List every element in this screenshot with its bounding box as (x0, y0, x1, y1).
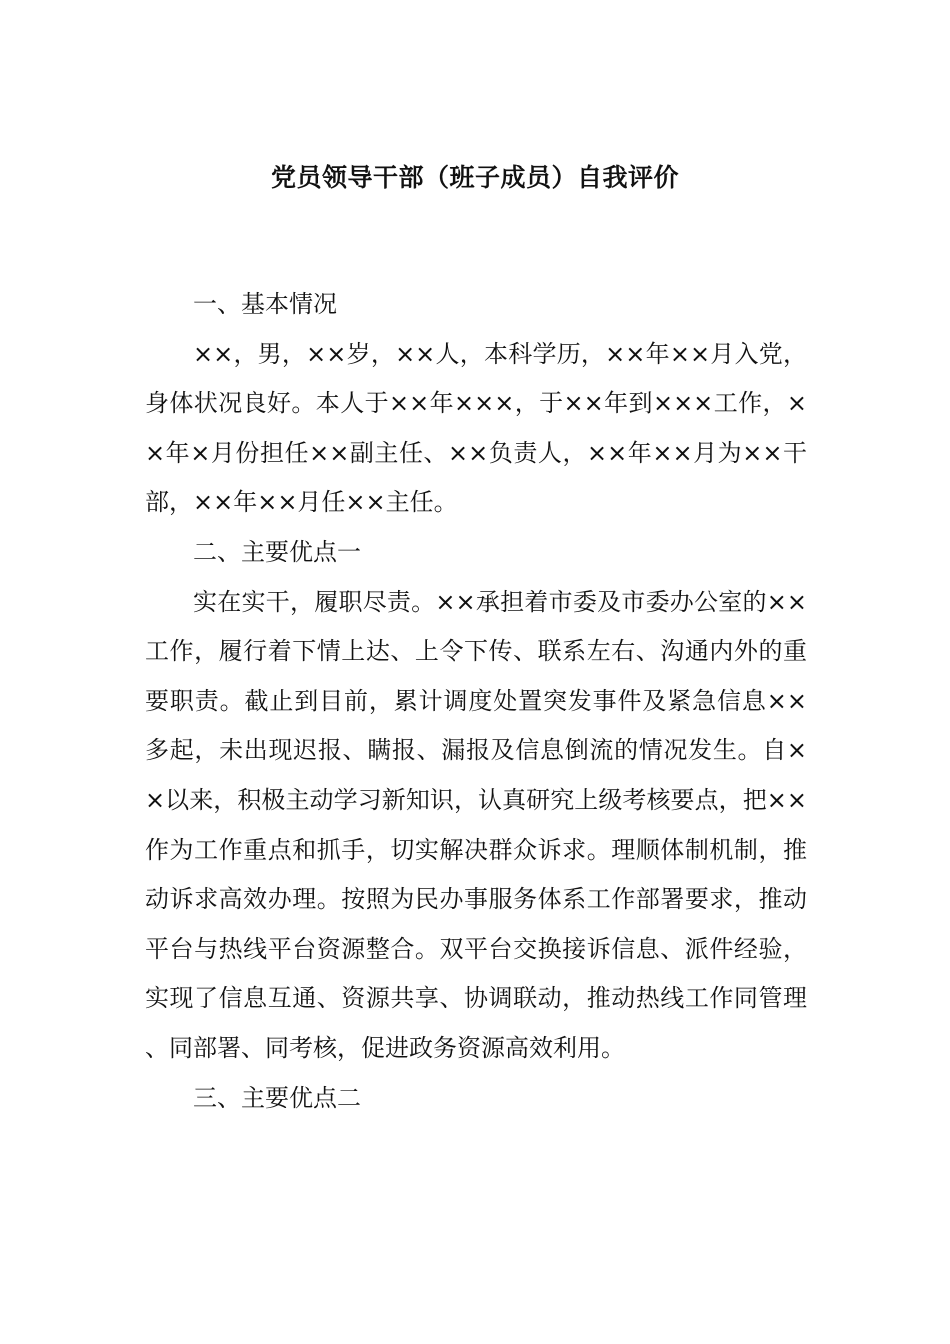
section-heading-basic-info: 一、基本情况 (193, 290, 337, 318)
section-heading-strength-one: 二、主要优点一 (193, 537, 361, 566)
section-heading-strength-two: 三、主要优点二 (193, 1083, 361, 1112)
document-body (145, 280, 807, 1123)
paragraph-strength-one: 实在实干，履职尽责。××承担着市委及市委办公室的××工作，履行着下情上达、上令下传、联系左右、沟通内外的重要职责。截止到目前，累计调度处置突发事件及紧急信息××多起，未出现迟报、瞒报、漏报及信息倒流的情况发生。自××以来，积极主动学习新知识，认真研究上级考核要点，把××作为工作重点和抓手，切实解决群众诉求。理顺体制机制，推动诉求高效办理。按照为民办事服务体系工作部署要求，推动平台与热线平台资源整合。双平台交换接诉信息、派件经验，实现了信息互通、资源共享、协调联动，推动热线工作同管理、同部署、同考核，促进政务资源高效利用。 (145, 587, 807, 1062)
document-title: 党员领导干部（班子成员）自我评价 (270, 163, 679, 192)
paragraph-basic-info: ××，男，××岁，××人，本科学历，××年××月入党，身体状况良好。本人于××年×××，于××年到×××工作，××年×月份担任××副主任、××负责人，××年××月为××干部，××年××月任××主任。 (145, 339, 807, 517)
